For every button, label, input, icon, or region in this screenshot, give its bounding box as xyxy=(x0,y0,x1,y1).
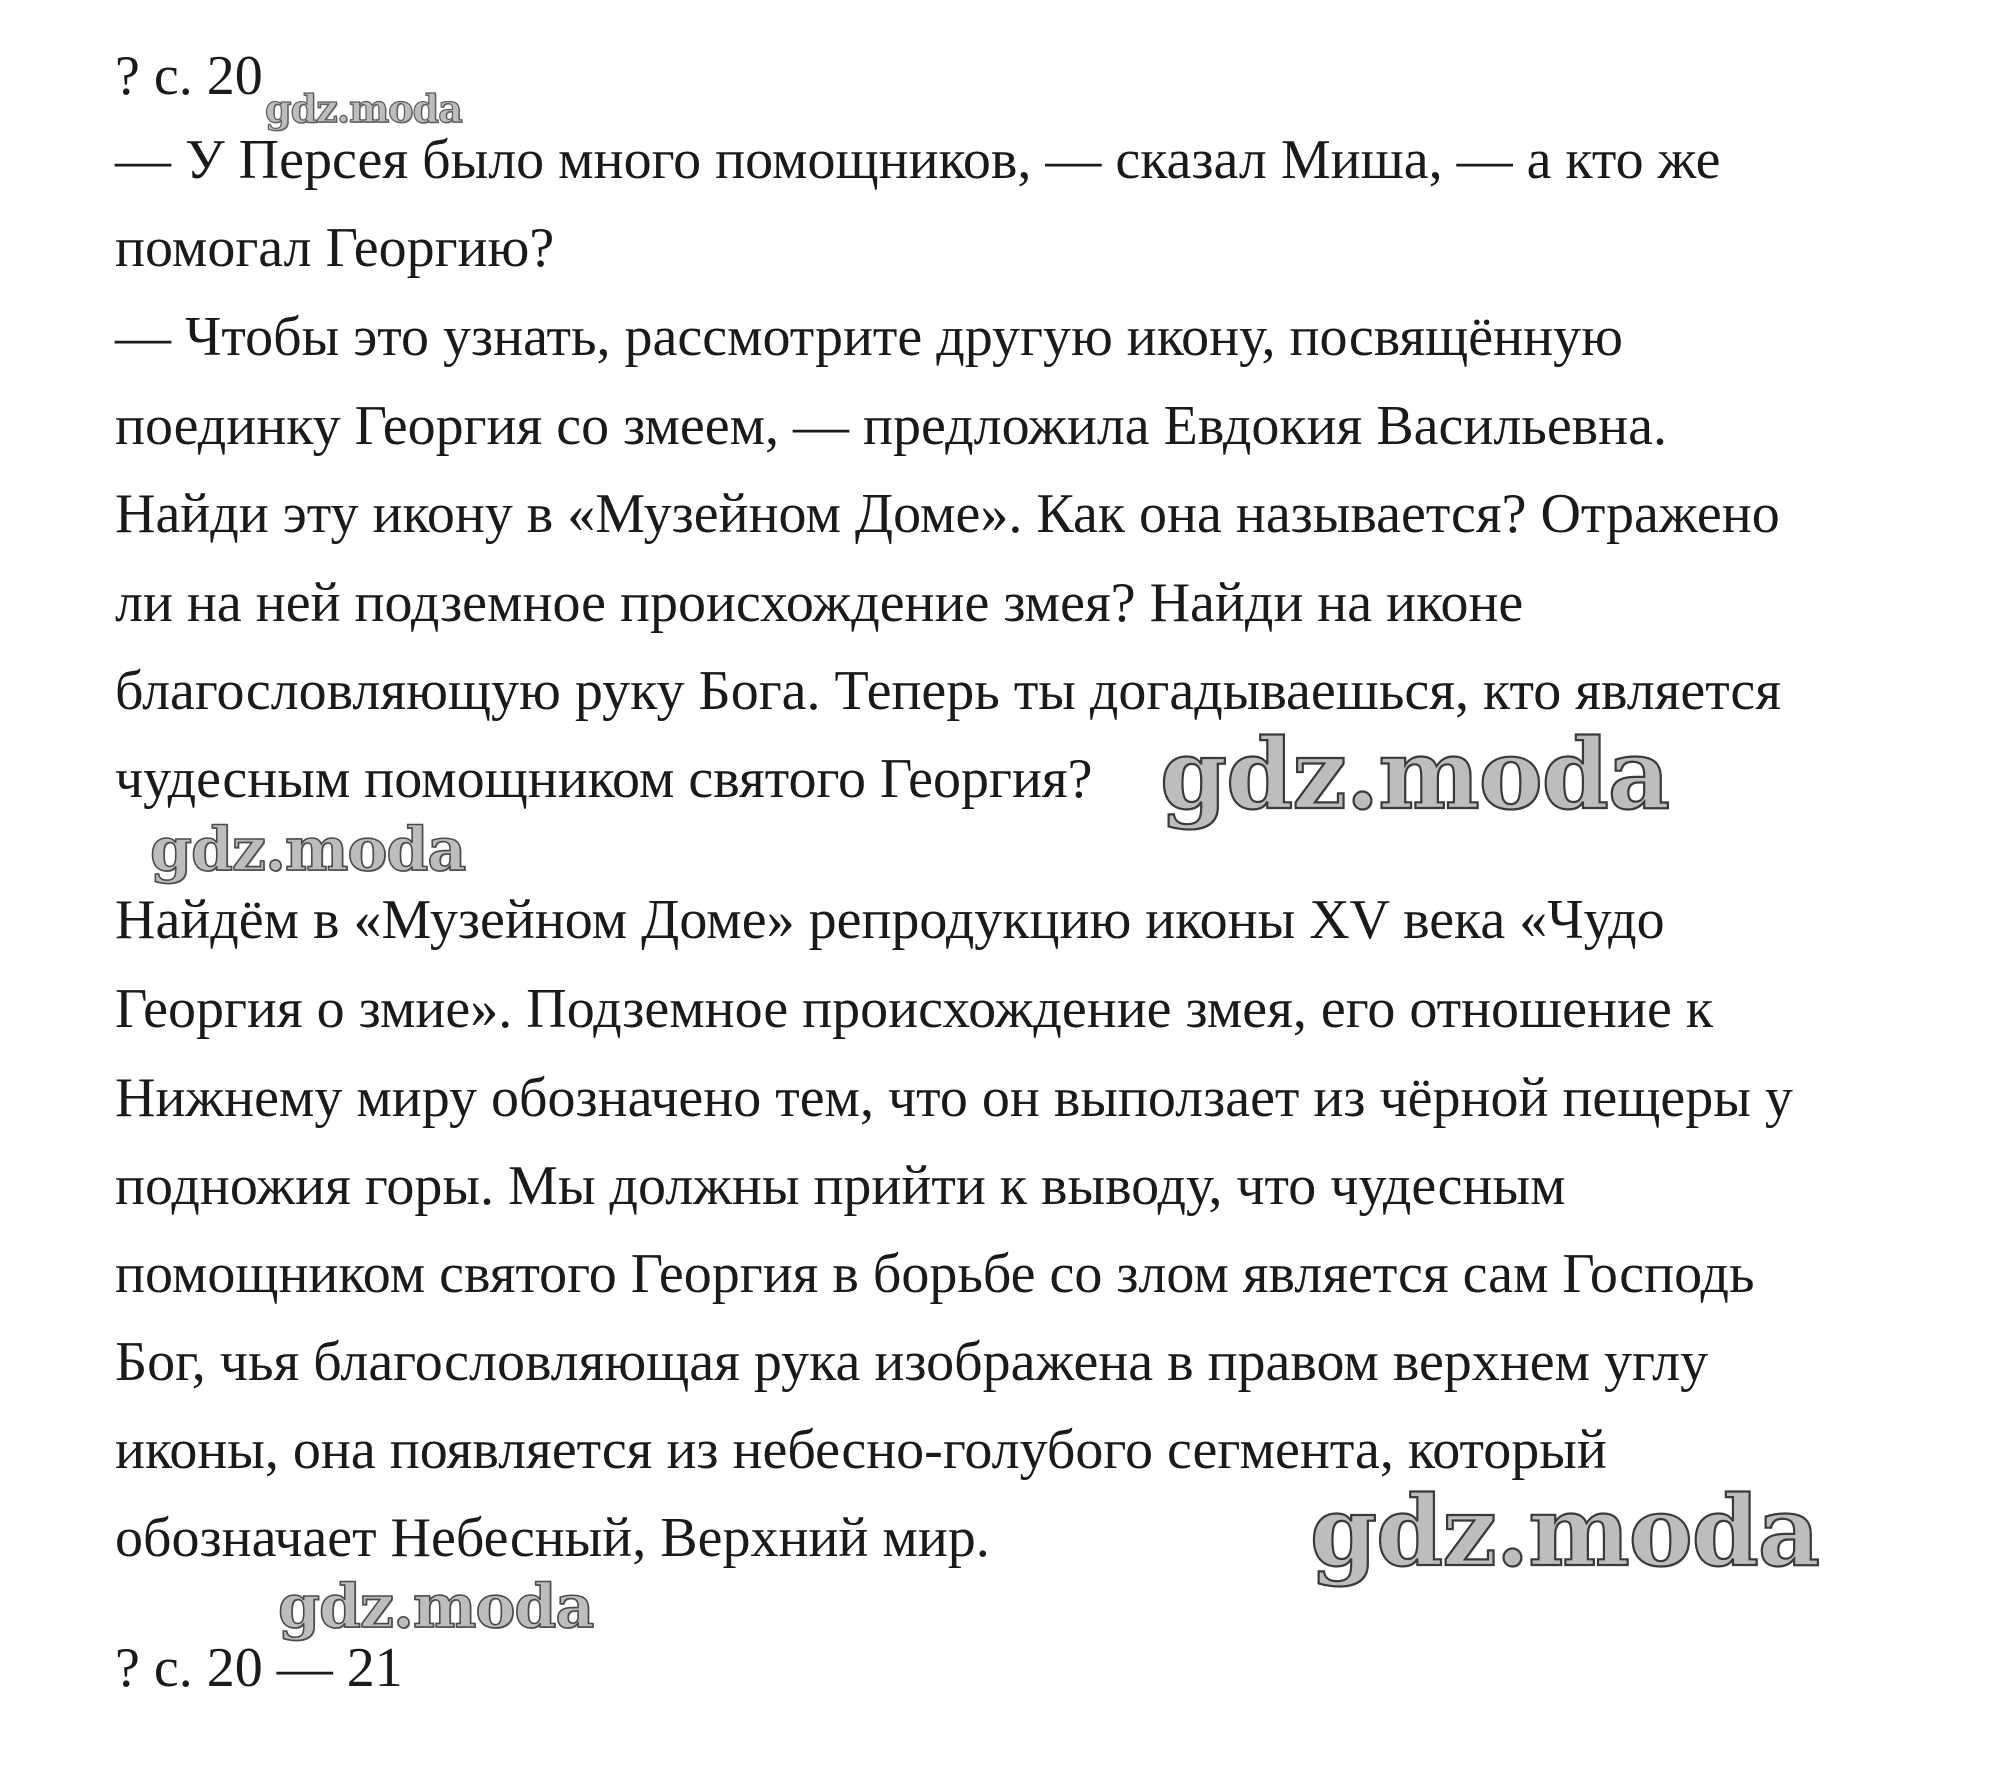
watermark-logo: gdz.moda xyxy=(1310,1475,1820,1588)
answer-line: подножия горы. Мы должны прийти к выводу, что чудесным xyxy=(115,1155,1566,1217)
answer-line: Георгия о змие». Подземное происхождение змея, его отношение к xyxy=(115,978,1714,1040)
answer-line: Найдём в «Музейном Доме» репродукцию иконы XV века «Чудо xyxy=(115,889,1665,951)
page-reference-heading: ? с. 20 xyxy=(115,45,263,107)
watermark-logo: gdz.moda xyxy=(150,815,466,885)
watermark-logo: gdz.moda xyxy=(265,86,462,131)
answer-line: Нижнему миру обозначено тем, что он выползает из чёрной пещеры у xyxy=(115,1067,1793,1129)
answer-line: помощником святого Георгия в борьбе со злом является сам Господь xyxy=(115,1243,1755,1305)
watermark-logo: gdz.moda xyxy=(278,1572,594,1642)
question-line: благословляющую руку Бога. Теперь ты догадываешься, кто является xyxy=(115,660,1782,722)
answer-line: иконы, она появляется из небесно-голубого сегмента, который xyxy=(115,1419,1607,1481)
question-line: — У Персея было много помощников, — сказал Миша, — а кто же xyxy=(115,129,1721,191)
watermark-logo: gdz.moda xyxy=(1160,718,1670,831)
question-line: помогал Георгию? xyxy=(115,217,555,279)
answer-line: Бог, чья благословляющая рука изображена в правом верхнем углу xyxy=(115,1331,1709,1393)
page-reference-heading: ? с. 20 — 21 xyxy=(115,1637,403,1699)
question-line: — Чтобы это узнать, рассмотрите другую икону, посвящённую xyxy=(115,306,1623,368)
question-line: ли на ней подземное происхождение змея? Найди на иконе xyxy=(115,572,1524,634)
question-line: Найди эту икону в «Музейном Доме». Как она называется? Отражено xyxy=(115,483,1780,545)
answer-line: обозначает Небесный, Верхний мир. xyxy=(115,1507,990,1569)
question-line: поединку Георгия со змеем, — предложила Евдокия Васильевна. xyxy=(115,395,1667,457)
question-line: чудесным помощником святого Георгия? xyxy=(115,748,1093,810)
